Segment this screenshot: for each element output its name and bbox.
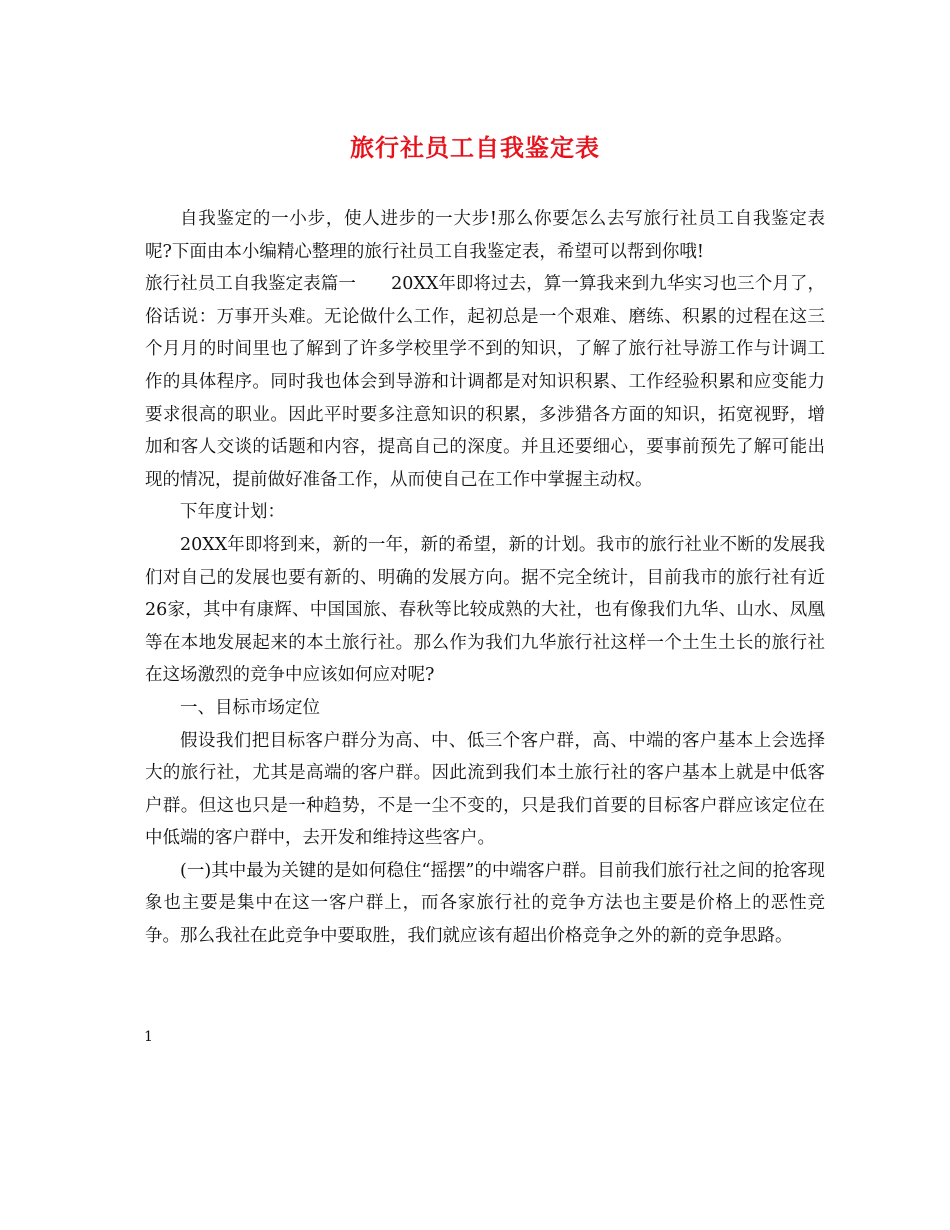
page-number: 1 (144, 1029, 153, 1045)
intro-paragraph: 自我鉴定的一小步，使人进步的一大步!那么你要怎么去写旅行社员工自我鉴定表呢?下面由本小编精心整理的旅行社员工自我鉴定表，希望可以帮到你哦! (145, 209, 825, 262)
plan-paragraph: 20XX年即将到来，新的一年，新的希望，新的计划。我市的旅行社业不断的发展我们对自己的发展也要有新的、明确的发展方向。据不完全统计，目前我市的旅行社有近26家，其中有康辉、中国国旅、春秋等比较成熟的大社，也有像我们九华、山水、凤凰等在本地发展起来的本土旅行社。那么作为我们九华旅行社这样一个土生土长的旅行社在这场激烈的竞争中应该如何应对呢? (145, 534, 825, 686)
document-body (145, 203, 825, 953)
target-market-paragraph: 假设我们把目标客户群分为高、中、低三个客户群，高、中端的客户基本上会选择大的旅行社，尤其是高端的客户群。因此流到我们本土旅行社的客户基本上就是中低客户群。但这也只是一种趋势，不是一尘不变的，只是我们首要的目标客户群应该定位在中低端的客户群中，去开发和维持这些客户。 (145, 730, 825, 849)
next-year-plan-heading: 下年度计划： (180, 502, 285, 523)
target-market-heading: 一、目标市场定位 (180, 697, 320, 718)
document-title: 旅行社员工自我鉴定表 (350, 133, 600, 162)
section-one-paragraph: 旅行社员工自我鉴定表篇一 20XX年即将过去，算一算我来到九华实习也三个月了，俗话说：万事开头难。无论做什么工作，起初总是一个艰难、磨练、积累的过程在这三个月月的时间里也了解到了许多学校里学不到的知识，了解了旅行社导游工作与计调工作的具体程序。同时我也体会到导游和计调都是对知识积累、工作经验积累和应变能力要求很高的职业。因此平时要多注意知识的积累，多涉猎各方面的知识，拓宽视野，增加和客人交谈的话题和内容，提高自己的深度。并且还要细心，要事前预先了解可能出现的情况，提前做好准备工作，从而使自己在工作中掌握主动权。 (145, 274, 825, 490)
mid-tier-paragraph: (一)其中最为关键的是如何稳住“摇摆”的中端客户群。目前我们旅行社之间的抢客现象也主要是集中在这一客户群上，而各家旅行社的竞争方法也主要是价格上的恶性竞争。那么我社在此竞争中要取胜，我们就应该有超出价格竞争之外的新的竞争思路。 (145, 860, 825, 947)
